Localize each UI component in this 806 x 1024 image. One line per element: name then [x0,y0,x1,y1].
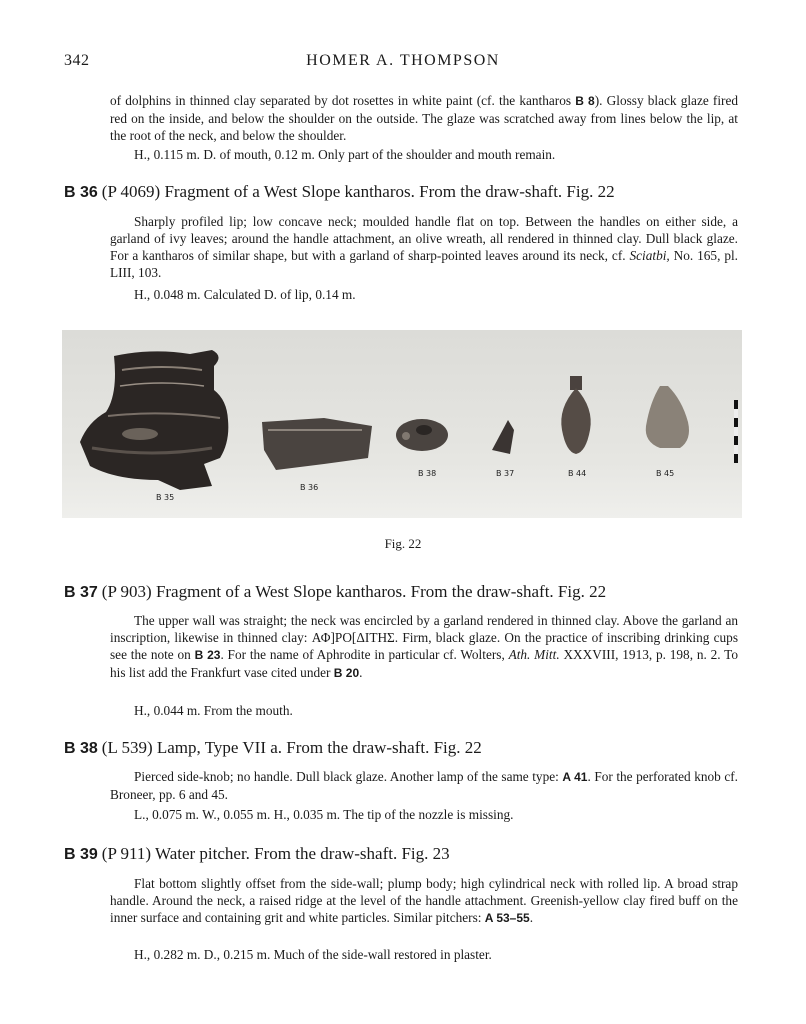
entry-measurements-b39: H., 0.282 m. D., 0.215 m. Much of the side-wall restored in plaster. [134,947,492,962]
label-b36: B 36 [300,483,319,492]
entry-heading-b36: B 36 (P 4069) Fragment of a West Slope kantharos. From the draw-shaft. Fig. 22 [64,182,615,201]
running-title: HOMER A. THOMPSON [306,52,500,69]
ref-a53-55: A 53–55 [484,911,530,925]
entry-heading-b37: B 37 (P 903) Fragment of a West Slope kantharos. From the draw-shaft. Fig. 22 [64,582,607,601]
entry-heading-b39: B 39 (P 911) Water pitcher. From the draw-shaft. Fig. 23 [64,844,450,863]
entry-description-b36: Sharply profiled lip; low concave neck; moulded handle flat on top. Between the handles on either side, a garland of ivy leaves; around the handle attachment, an olive wreath, all rendered in thinned clay. Dull black glaze. For a kantharos of similar shape, but with a garland of sharp-pointed leaves around its neck, cf. Sciatbi, No. 165, pl. LIII, 103. [110,214,738,280]
intro-paragraph: of dolphins in thinned clay separated by dot rosettes in white paint (cf. the kantharos B 8). Glossy black glaze fired red on the inside, and below the shoulder on the outside. The glaze was scratched away from lines below the lip, at the root of the neck, and below the shoulder. [110,93,739,143]
label-b44: B 44 [568,469,587,478]
label-b38: B 38 [418,469,437,478]
entry-number: B 37 [64,584,98,601]
ref-a41: A 41 [562,770,588,784]
label-b37: B 37 [496,469,515,478]
figure-caption: Fig. 22 [384,536,422,551]
entry-measurements-b37: H., 0.044 m. From the mouth. [134,703,293,718]
entry-measurements-b36: H., 0.048 m. Calculated D. of lip, 0.14 m. [134,287,356,302]
scale-bar [734,400,738,463]
page-number: 342 [64,52,90,69]
figure-22-photo [62,330,742,518]
entry-measurements-b38: L., 0.075 m. W., 0.055 m. H., 0.035 m. The tip of the nozzle is missing. [134,807,514,822]
entry-number: B 38 [64,740,98,757]
entry-description-b39: Flat bottom slightly offset from the side-wall; plump body; high cylindrical neck with rolled lip. A broad strap handle. Around the neck, a raised ridge at the level of the handle attachment. Greenish-yellow clay fired buff on the inner surface and containing grit and white particles. Similar pitchers: A 53–55. [110,876,738,925]
entry-heading-b38: B 38 (L 539) Lamp, Type VII a. From the draw-shaft. Fig. 22 [64,738,482,757]
entry-number: B 39 [64,846,98,863]
entry-number: B 36 [64,184,98,201]
ref-b8: B 8 [575,94,595,108]
label-b35: B 35 [156,493,175,502]
b38-lamp-image [396,419,448,451]
intro-measurements: H., 0.115 m. D. of mouth, 0.12 m. Only part of the shoulder and mouth remain. [134,147,556,162]
entry-description-b38: Pierced side-knob; no handle. Dull black glaze. Another lamp of the same type: A 41. For the perforated knob cf. Broneer, pp. 6 and 45. [110,769,739,802]
ref-b20: B 20 [333,666,360,680]
ref-b23: B 23 [194,648,221,662]
label-b45: B 45 [656,469,675,478]
entry-description-b37: The upper wall was straight; the neck was encircled by a garland rendered in thinned clay. Above the garland an inscription, likewise in thinned clay: ΑΦ]ΡΟ[ΔΙΤΗΣ. Firm, black glaze. On the practice of inscribing drinking cups see the note on B 23. For the name of Aphrodite in particular cf. Wolters, Ath. Mitt. XXXVIII, 1913, p. 198, n. 2. To his list add the Frankfurt vase cited under B 20. [110,613,738,680]
